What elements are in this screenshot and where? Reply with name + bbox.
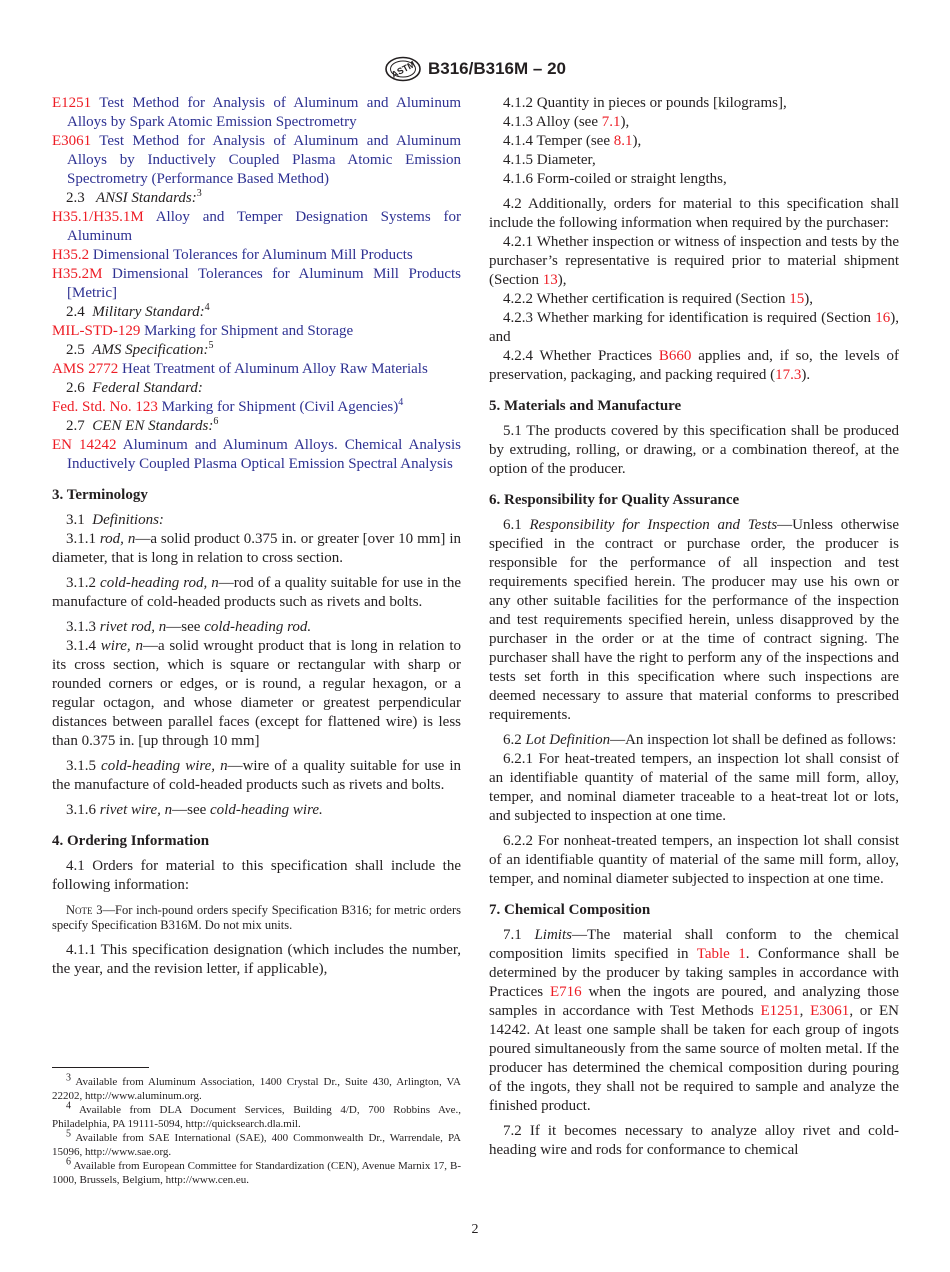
reference-code-link[interactable]: E3061 (52, 133, 92, 149)
reference-code-link[interactable]: H35.1/H35.1M (52, 209, 144, 225)
svg-text:ASTM: ASTM (389, 59, 417, 80)
section-heading-chemical-composition: 7. Chemical Composition (489, 902, 651, 918)
section-link[interactable]: 13 (542, 272, 558, 288)
reference-code-link[interactable]: E1251 (52, 95, 92, 111)
table-link[interactable]: Table 1 (696, 946, 746, 962)
paragraph-3-1-5: 3.1.5 cold-heading wire, n—wire of a quality suitable for use in the manufacture of cold-headed products such as rivets and bolts. (52, 758, 462, 793)
footnote-6: $^6$ Available from European Committee for Standardization (CEN), Avenue Marnix 17, B-1000, Brussels, Belgium, http://www.cen.eu. (52, 1156, 461, 1186)
footnote-3: $^3$ Available from Aluminum Association, 1400 Crystal Dr., Suite 430, Arlington, VA 22202, http://www.aluminum.org. (52, 1072, 461, 1102)
paragraph-4-2-4: 4.2.4 Whether Practices B660 applies and, if so, the levels of preservation, packaging, and packing required (17.3). (489, 348, 899, 383)
page-number: 2 (471, 1222, 479, 1237)
left-column (52, 94, 461, 979)
reference-e1251: E1251 Test Method for Analysis of Aluminum and Aluminum Alloys by Spark Atomic Emission Spectrometry (52, 95, 461, 130)
paragraph-4-1-6: 4.1.6 Form-coiled or straight lengths, (503, 171, 727, 187)
reference-link[interactable]: E716 (549, 984, 582, 1000)
footnote-divider (52, 1067, 149, 1068)
section-heading-quality-assurance: 6. Responsibility for Quality Assurance (489, 492, 740, 508)
paragraph-4-1-1: 4.1.1 This specification designation (which includes the number, the year, and the revision letter, if applicable), (52, 942, 461, 977)
reference-mil-std-129: MIL-STD-129 Marking for Shipment and Storage (52, 323, 354, 339)
paragraph-3-1-6: 3.1.6 rivet wire, n—see cold-heading wire. (66, 802, 323, 818)
reference-code-link[interactable]: H35.2 (52, 247, 90, 263)
reference-link[interactable]: E1251 (760, 1003, 800, 1019)
paragraph-6-2-2: 6.2.2 For nonheat-treated tempers, an inspection lot shall consist of an identifiable quantity of material of the same mill form, alloy, temper, and nominal diameter subjected to inspection at one time. (489, 833, 899, 887)
reference-code-link[interactable]: Fed. Std. No. 123 (52, 399, 158, 415)
footnote-4: $^4$ Available from DLA Document Services, Building 4/D, 700 Robbins Ave., Philadelphia, PA 19111-5094, http://quicksearch.dla.mil. (52, 1100, 461, 1130)
reference-ams-2772: AMS 2772 Heat Treatment of Aluminum Alloy Raw Materials (52, 361, 428, 377)
reference-link[interactable]: E3061 (810, 1003, 850, 1019)
paragraph-3-1-1: 3.1.1 rod, n—a solid product 0.375 in. or greater [over 10 mm] in diameter, that is long in relation to cross section. (52, 531, 461, 566)
paragraph-4-1-5: 4.1.5 Diameter, (503, 152, 596, 168)
paragraph-6-2: 6.2 Lot Definition—An inspection lot shall be defined as follows: (503, 732, 897, 748)
reference-fed-std-123: Fed. Std. No. 123 Marking for Shipment (Civil Agencies)$^4$ (52, 397, 404, 415)
paragraph-3-1-3: 3.1.3 rivet rod, n—see cold-heading rod. (66, 619, 312, 635)
paragraph-7-2: 7.2 If it becomes necessary to analyze alloy rivet and cold-heading wire and rods for conformance to chemical (489, 1123, 899, 1158)
paragraph-5-1: 5.1 The products covered by this specification shall be produced by extruding, rolling, or drawing, or a combination thereof, at the option of the producer. (489, 423, 899, 477)
paragraph-3-1-4: 3.1.4 wire, n—a solid wrought product that is long in relation to its cross section, which is square or rectangular with sharp or rounded corners or edges, or is round, a regular hexagon, or a regular octagon, and whose diameter or greatest perpendicular distances between parallel faces (except for flattened wire) is less than 0.375 in. [up through 10 mm] (52, 638, 461, 749)
section-link[interactable]: 8.1 (613, 133, 633, 149)
section-link[interactable]: 16 (875, 310, 891, 326)
section-heading-materials-and-manufacture: 5. Materials and Manufacture (489, 398, 682, 414)
right-column (489, 94, 899, 1160)
paragraph-4-2: 4.2 Additionally, orders for material to this specification shall include the following information when required by the purchaser: (489, 196, 899, 231)
paragraph-4-1: 4.1 Orders for material to this specification shall include the following information: (52, 858, 461, 893)
reference-code-link[interactable]: AMS 2772 (52, 361, 119, 377)
section-2-7: 2.7 CEN EN Standards:$^6$ (66, 416, 219, 434)
reference-code-link[interactable]: H35.2M (52, 266, 103, 282)
paragraph-4-1-4: 4.1.4 Temper (see 8.1), (503, 133, 642, 149)
reference-code-link[interactable]: MIL-STD-129 (52, 323, 141, 339)
paragraph-6-1: 6.1 Responsibility for Inspection and Tests—Unless otherwise specified in the contract or purchase order, the producer is responsible for the performance of all inspection and test requirements specified herein. The producer may use his own or any other suitable facilities for the performance of the inspection and test requirements specified herein, unless disapproved by the purchaser in the order or at the time of contract signing. The purchaser shall have the right to perform any of the inspections and tests set forth in this specification where such inspections are deemed necessary to assure that material conforms to prescribed requirements. (489, 517, 900, 723)
paragraph-4-1-2: 4.1.2 Quantity in pieces or pounds [kilograms], (503, 95, 787, 111)
reference-code-link[interactable]: EN 14242 (52, 437, 117, 453)
reference-en-14242: EN 14242 Aluminum and Aluminum Alloys. Chemical Analysis Inductively Coupled Plasma Optical Emission Spectral Analysis (52, 437, 461, 472)
paragraph-4-2-2: 4.2.2 Whether certification is required (Section 15), (503, 291, 814, 307)
paragraph-6-2-1: 6.2.1 For heat-treated tempers, an inspection lot shall consist of an identifiable quantity of material of the same mill form, alloy, temper, and nominal diameter traceable to a heat-treat lot or lots, and subjected to inspection at one time. (489, 751, 899, 824)
section-2-5: 2.5 AMS Specification:$^5$ (66, 340, 214, 358)
reference-h35-2m: H35.2M Dimensional Tolerances for Aluminum Mill Products [Metric] (52, 266, 461, 301)
section-link[interactable]: 15 (789, 291, 805, 307)
paragraph-7-1: 7.1 Limits—The material shall conform to the chemical composition limits specified in Table 1. Conformance shall be determined by the producer by taking samples in accordance with Practices E716 when the ingots are poured, and analyzing those samples in accordance with Test Methods E1251, E3061, or EN 14242. At least one sample shall be taken for each group of ingots poured simultaneously from the same source of molten metal. If the producer has determined the chemical composition during pouring of the ingots, they shall not be required to sample and analyze the finished product. (489, 927, 900, 1114)
section-2-6: 2.6 Federal Standard: (66, 380, 203, 396)
footnotes (52, 1072, 461, 1187)
section-link[interactable]: 7.1 (601, 114, 621, 130)
reference-e3061: E3061 Test Method for Analysis of Aluminum and Aluminum Alloys by Inductively Coupled Plasma Atomic Emission Spectrometry (Performance Based Method) (52, 133, 461, 187)
page-header (0, 56, 950, 82)
section-2-3: 2.3 ANSI Standards:$^3$ (66, 188, 202, 206)
section-2-4: 2.4 Military Standard:$^4$ (66, 302, 210, 320)
section-heading-terminology: 3. Terminology (52, 487, 148, 503)
paragraph-4-2-3: 4.2.3 Whether marking for identification is required (Section 16), and (489, 310, 899, 345)
footnote-5: $^5$ Available from SAE International (SAE), 400 Commonwealth Dr., Warrendale, PA 15096, http://www.sae.org. (52, 1128, 461, 1158)
astm-logo-icon (384, 56, 422, 82)
paragraph-3-1: 3.1 Definitions: (66, 512, 164, 528)
paragraph-4-2-1: 4.2.1 Whether inspection or witness of inspection and tests by the purchaser’s representative is required prior to material shipment (Section 13), (489, 234, 899, 288)
reference-h35-1: H35.1/H35.1M Alloy and Temper Designation Systems for Aluminum (52, 209, 461, 244)
section-link[interactable]: 17.3 (775, 367, 802, 383)
reference-link[interactable]: B660 (658, 348, 692, 364)
note-3: Note 3—For inch-pound orders specify Specification B316; for metric orders specify Specification B316M. Do not mix units. (52, 903, 461, 932)
paragraph-4-1-3: 4.1.3 Alloy (see 7.1), (503, 114, 630, 130)
reference-h35-2: H35.2 Dimensional Tolerances for Aluminum Mill Products (52, 247, 413, 263)
document-designation: B316/B316M – 20 (428, 59, 566, 78)
section-heading-ordering-information: 4. Ordering Information (52, 833, 210, 849)
paragraph-3-1-2: 3.1.2 cold-heading rod, n—rod of a quality suitable for use in the manufacture of cold-headed products such as rivets and bolts. (52, 575, 461, 610)
